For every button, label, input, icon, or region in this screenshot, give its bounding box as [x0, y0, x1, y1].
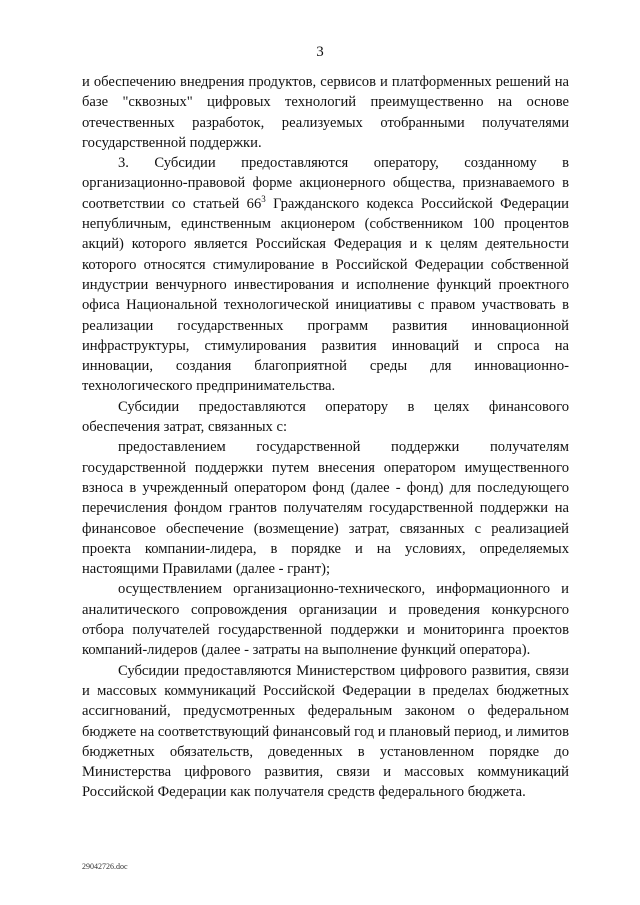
footer-file-code: 29042726.doc	[82, 862, 128, 871]
paragraph-ministry: Субсидии предоставляются Министерством цифрового развития, связи и массовых коммуникаций Российской Федерации в пределах бюджетных ассигнований, предусмотренных федеральным законом о федеральном бюджете на соответствующий финансовый год и плановый период, и лимитов бюджетных обязательств, доведенных в установленном порядке до Министерства цифрового развития, связи и массовых коммуникаций Российской Федерации как получателя средств федерального бюджета.	[82, 662, 569, 801]
page-number: 3	[316, 44, 324, 60]
paragraph-operator-rest: Гражданского кодекса Российской Федерации непубличным, единственным акционером (собственником 100 процентов акций) которого является Российская Федерация и к целям деятельности которого относятся стимулирование в Российской Федерации собственной индустрии венчурного инвестирования и исполнение функций проектного офиса Национальной технологической инициативы с правом участвовать в реализации государственных программ развития инновационной инфраструктуры, стимулирования развития инноваций и спроса на инновации, создания благоприятной среды для инновационно-технологического предпринимательства.	[82, 195, 569, 395]
paragraph-continuation: и обеспечению внедрения продуктов, сервисов и платформенных решений на базе "сквозных" цифровых технологий преимущественно на основе отечественных разработок, реализуемых отобранными получателями государственной поддержки.	[82, 74, 569, 151]
document-body	[82, 72, 569, 803]
paragraph-purpose: Субсидии предоставляются оператору в целях финансового обеспечения затрат, связанных с:	[82, 398, 569, 436]
article-superscript: 3	[261, 193, 266, 204]
paragraph-operator-start: 3. Субсидии предоставляются оператору, созданному в организационно-правовой форме акционерного общества, признаваемого в соответствии со статьей 66	[82, 155, 569, 212]
paragraph-operator-functions: осуществлением организационно-технического, информационного и аналитического сопровождения организации и проведения конкурсного отбора получателей государственной поддержки и мониторинга проектов компаний-лидеров (далее - затраты на выполнение функций оператора).	[82, 581, 569, 659]
paragraph-grants: предоставлением государственной поддержки получателям государственной поддержки путем внесения оператором имущественного взноса в учрежденный оператором фонд (далее - фонд) для последующего перечисления фондом грантов получателям государственной поддержки на финансовое обеспечение (возмещение) затрат, связанных с реализацией проекта компании-лидера, в порядке и на условиях, определяемых настоящими Правилами (далее - грант);	[82, 439, 569, 578]
paragraph-operator	[82, 153, 569, 397]
